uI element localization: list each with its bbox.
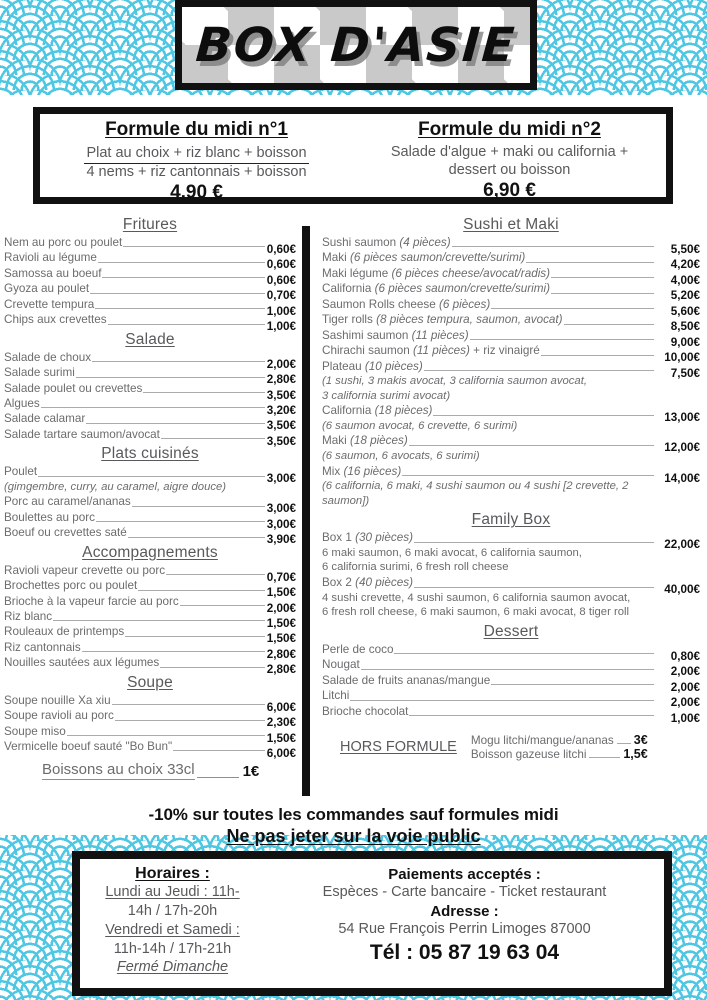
- menu-item-price: 2,80€: [266, 373, 296, 387]
- leader-line: [409, 715, 654, 716]
- menu-item-row: [4, 411, 296, 433]
- menu-item-row: [4, 563, 296, 584]
- promo-notice: Ne pas jeter sur la voie public: [226, 826, 481, 846]
- leader-line: [541, 355, 654, 356]
- menu-item-name: Salade de choux: [4, 350, 92, 364]
- menu-item-price: 3,90€: [266, 533, 296, 547]
- menu-item-name: Litchi: [322, 689, 350, 703]
- menu-item-name: Box 1 (30 pièces): [322, 531, 413, 545]
- menu-item-description: saumon]): [322, 494, 370, 507]
- menu-item-row: [4, 235, 296, 256]
- menu-item-name: Soupe ravioli au porc: [4, 709, 114, 723]
- address-title: Adresse :: [430, 902, 499, 920]
- leader-line: [76, 377, 265, 378]
- section-title: Family Box: [471, 511, 551, 529]
- menu-item-price: 3,00€: [266, 517, 296, 531]
- menu-item-row: [4, 266, 296, 287]
- menu-item-price: 3,00€: [266, 502, 296, 516]
- menu-item-row: [322, 297, 700, 318]
- menu-item-note: (6 pièces cheese/avocat/radis): [391, 266, 551, 280]
- closed-day: Fermé Dimanche: [116, 959, 229, 976]
- menu-item-row: [322, 704, 700, 725]
- menu-item-name: California (18 pièces): [322, 404, 433, 418]
- menu-item-row: [471, 733, 648, 747]
- menu-item-description: (1 sushi, 3 makis avocat, 3 california saumon avocat,: [322, 374, 587, 387]
- formula-1: [40, 114, 353, 204]
- menu-item-row: [4, 494, 296, 516]
- menu-item-price: 0,60€: [266, 258, 296, 272]
- menu-item-name: Samossa au boeuf: [4, 266, 102, 280]
- menu-item-price: 6,00€: [266, 747, 296, 761]
- hours-line-1: Lundi au Jeudi : 11h-: [105, 884, 240, 900]
- menu-item-description: 6 california surimi, 6 fresh roll cheese: [322, 561, 509, 574]
- menu-item-price: 5,20€: [670, 289, 700, 303]
- menu-item-description: (6 saumon, 6 avocats, 6 surimi): [322, 449, 480, 462]
- menu-item-row: [4, 365, 296, 387]
- menu-item-note: (11 pièces): [411, 328, 469, 342]
- menu-item-price: 40,00€: [664, 583, 700, 597]
- menu-item-name: Box 2 (40 pièces): [322, 576, 413, 590]
- leader-line: [53, 620, 265, 621]
- leader-line: [173, 750, 265, 751]
- leader-line: [86, 423, 265, 424]
- leader-line: [112, 704, 265, 705]
- leader-line: [123, 246, 265, 247]
- drinks-price: 1€: [242, 763, 260, 781]
- section-title: Accompagnements: [82, 543, 218, 561]
- leader-line: [132, 506, 265, 507]
- menu-item-description: 6 maki saumon, 6 maki avocat, 6 california saumon,: [322, 546, 582, 559]
- leader-line: [424, 370, 654, 371]
- logo-banner: [175, 0, 537, 90]
- menu-item-description: (6 california, 6 maki, 4 sushi saumon ou 4 sushi [2 crevette, 2: [322, 479, 629, 492]
- menu-item-note: (11 pièces): [412, 344, 470, 358]
- leader-line: [96, 521, 265, 522]
- menu-item-row: [471, 747, 648, 761]
- leader-line: [589, 757, 620, 758]
- menu-item-price: 22,00€: [664, 538, 700, 552]
- leader-line: [92, 361, 265, 362]
- menu-item-price: 5,50€: [670, 243, 700, 256]
- leader-line: [470, 339, 654, 340]
- menu-item-price: 1,00€: [670, 711, 700, 725]
- menu-item-price: 5,60€: [670, 304, 700, 318]
- menu-item-name: Riz cantonnais: [4, 640, 81, 654]
- formula-1-title: Formule du midi n°1: [105, 119, 288, 140]
- leader-line: [128, 537, 265, 538]
- menu-item-row: [322, 688, 700, 710]
- leader-line: [95, 308, 264, 309]
- menu-item-row: [4, 350, 296, 371]
- menu-item-name: Boeuf ou crevettes saté: [4, 526, 127, 540]
- leader-line: [361, 669, 654, 670]
- menu-item-name: Ravioli au légume: [4, 251, 97, 265]
- menu-item-name: Mogu litchi/mangue/ananas: [470, 734, 614, 748]
- leader-line: [452, 246, 654, 247]
- hours-line-3: Vendredi et Samedi :: [105, 921, 240, 938]
- menu-item-row: [4, 281, 296, 303]
- menu-item-price: 2,30€: [266, 716, 296, 730]
- menu-item-price: 1,00€: [266, 320, 296, 334]
- hors-formule-block: [322, 733, 700, 761]
- formula-2-option-2: dessert ou boisson: [448, 161, 571, 178]
- menu-item-row: [322, 328, 700, 349]
- menu-item-row: [4, 381, 296, 402]
- menu-item-row: [322, 464, 700, 485]
- menu-item-price: 14,00€: [664, 471, 700, 485]
- menu-item-price: 0,80€: [670, 649, 700, 663]
- leader-line: [394, 653, 654, 654]
- menu-item-row: [322, 312, 700, 334]
- menu-item-price: 1,50€: [266, 586, 296, 600]
- menu-item-name: Saumon Rolls cheese (6 pièces): [322, 297, 491, 311]
- menu-item-row: [4, 464, 296, 486]
- menu-item-row: [322, 642, 700, 663]
- menu-item-note: (18 pièces): [374, 404, 433, 418]
- menu-item-suffix: + riz vinaigré: [469, 344, 540, 358]
- menu-item-row: [322, 575, 700, 597]
- leader-line: [125, 636, 265, 637]
- menu-item-note: (6 pièces saumon/crevette/surimi): [349, 251, 526, 265]
- menu-item-row: [4, 297, 296, 318]
- menu-item-price: 2,80€: [266, 647, 296, 661]
- formula-1-option-2: 4 nems + riz cantonnais + boisson: [86, 163, 307, 180]
- menu-item-description: 6 fresh roll cheese, 6 maki saumon, 6 maki avocat, 8 tiger roll: [322, 606, 630, 619]
- menu-item-name: Boisson gazeuse litchi: [470, 748, 587, 762]
- leader-line: [90, 293, 265, 294]
- leader-line: [433, 415, 654, 416]
- menu-item-row: [322, 433, 700, 455]
- menu-item-price: 13,00€: [664, 411, 700, 425]
- menu-item-row: [4, 724, 296, 745]
- promo-discount: -10% sur toutes les commandes sauf formules midi: [148, 805, 559, 824]
- column-divider: [302, 226, 310, 796]
- menu-item-name: Salade tartare saumon/avocat: [4, 427, 160, 441]
- menu-item-price: 1,50€: [266, 632, 296, 646]
- menu-item-price: 1,50€: [266, 731, 296, 745]
- menu-item-row: [322, 281, 700, 303]
- menu-item-row: [4, 655, 296, 677]
- leader-line: [143, 392, 264, 393]
- menu-item-name: Ravioli vapeur crevette ou porc: [4, 563, 166, 577]
- menu-item-note: (18 pièces): [349, 434, 408, 448]
- leader-line: [180, 605, 265, 606]
- menu-item-name: Salade calamar: [4, 412, 86, 426]
- menu-item-name: Chips aux crevettes: [4, 313, 107, 327]
- menu-item-note: (40 pièces): [355, 576, 413, 590]
- formula-2: [353, 114, 666, 202]
- menu-item-name: Chirachi saumon (11 pièces) + riz vinaigré: [322, 344, 540, 358]
- menu-item-price: 1,50€: [266, 616, 296, 630]
- payments-title: Paiements acceptés :: [388, 866, 541, 883]
- menu-item-price: 1,00€: [266, 304, 296, 318]
- menu-item-price: 2,00€: [266, 601, 296, 615]
- address-text: 54 Rue François Perrin Limoges 87000: [338, 920, 591, 937]
- leader-line: [491, 684, 654, 685]
- menu-item-row: [4, 578, 296, 600]
- hours-line-2: 14h / 17h-20h: [127, 902, 218, 919]
- menu-item-name: Nougat: [322, 658, 360, 672]
- menu-item-price: 2,00€: [670, 665, 700, 679]
- section-title: Sushi et Maki: [463, 216, 559, 233]
- leader-line: [161, 438, 265, 439]
- section-title: Plats cuisinés: [101, 445, 199, 463]
- leader-line: [102, 277, 264, 278]
- phone-number: Tél : 05 87 19 63 04: [369, 940, 560, 964]
- menu-item-name: Brioche à la vapeur farcie au porc: [4, 594, 179, 608]
- leader-line: [414, 587, 654, 588]
- menu-item-name: Brioche chocolat: [322, 704, 409, 718]
- menu-item-price: 3,20€: [266, 403, 296, 417]
- leader-line: [38, 476, 265, 477]
- menu-item-price: 0,70€: [266, 570, 296, 584]
- menu-item-price: 2,00€: [670, 680, 700, 694]
- payments-text: Espèces - Carte bancaire - Ticket restaurant: [322, 884, 607, 900]
- menu-item-price: 0,70€: [266, 289, 296, 303]
- menu-item-price: 2,00€: [266, 357, 296, 371]
- menu-item-row: [322, 250, 700, 272]
- menu-item-name: Salade de fruits ananas/mangue: [322, 673, 491, 687]
- menu-item-name: Rouleaux de printemps: [4, 625, 125, 639]
- menu-item-row: [322, 266, 700, 287]
- menu-item-description: (gimgembre, curry, au caramel, aigre douce): [4, 480, 227, 493]
- menu-item-name: Gyoza au poulet: [4, 282, 90, 296]
- leader-line: [98, 262, 265, 263]
- leader-line: [350, 700, 654, 701]
- leader-line: [551, 293, 654, 294]
- menu-item-row: [4, 708, 296, 730]
- menu-item-price: 0,60€: [266, 273, 296, 287]
- menu-item-note: (8 pièces tempura, saumon, avocat): [376, 313, 563, 327]
- formula-2-title: Formule du midi n°2: [418, 119, 601, 140]
- menu-item-price: 9,00€: [670, 335, 700, 349]
- menu-item-note: (16 pièces): [343, 464, 402, 478]
- menu-item-name: Soupe miso: [4, 724, 66, 738]
- menu-item-row: [322, 359, 700, 380]
- contact-block: [265, 859, 664, 988]
- menu-item-name: Nem au porc ou poulet: [4, 236, 123, 249]
- menu-item-row: [322, 530, 700, 552]
- menu-item-name: Plateau (10 pièces): [322, 359, 423, 373]
- menu-item-row: [4, 594, 296, 615]
- menu-item-row: [4, 525, 296, 547]
- menu-item-price: 3€: [633, 733, 648, 748]
- menu-item-price: 3,50€: [266, 434, 296, 448]
- menu-item-row: [322, 657, 700, 679]
- leader-line: [197, 777, 239, 778]
- leader-line: [41, 407, 265, 408]
- menu-item-note: (6 pièces saumon/crevette/surimi): [374, 282, 551, 296]
- leader-line: [115, 720, 265, 721]
- menu-item-price: 2,80€: [266, 663, 296, 677]
- menu-item-row: [4, 739, 296, 761]
- menu-item-row: [4, 624, 296, 646]
- menu-item-row: [4, 510, 296, 531]
- menu-item-note: (4 pièces): [399, 236, 451, 249]
- leader-line: [491, 308, 654, 309]
- menu-item-name: Vermicelle boeuf sauté "Bo Bun": [4, 740, 173, 754]
- menu-item-note: (30 pièces): [355, 531, 413, 545]
- formula-1-price: 4,90 €: [170, 182, 223, 204]
- formula-2-option-1: Salade d'algue + maki ou california +: [390, 144, 629, 160]
- menu-column-left: [4, 213, 296, 780]
- menu-item-row: [4, 250, 296, 272]
- drinks-label: Boissons au choix 33cl: [42, 761, 195, 779]
- leader-line: [414, 542, 654, 543]
- menu-item-price: 6,00€: [266, 700, 296, 714]
- menu-item-row: [4, 427, 296, 448]
- hors-formule-items: [471, 733, 648, 761]
- menu-item-price: 8,50€: [670, 320, 700, 334]
- leader-line: [526, 262, 654, 263]
- menu-item-name: Soupe nouille Xa xiu: [4, 693, 111, 707]
- menu-item-price: 3,50€: [266, 388, 296, 402]
- leader-line: [82, 651, 265, 652]
- menu-item-name: Maki (18 pièces): [322, 434, 408, 448]
- menu-item-name: Riz blanc: [4, 609, 53, 623]
- hors-formule-title: HORS FORMULE: [340, 739, 457, 756]
- promo-block: [0, 805, 707, 847]
- formula-1-option-1: Plat au choix + riz blanc + boisson: [84, 145, 308, 164]
- menu-item-price: 3,00€: [266, 472, 296, 486]
- menu-item-name: Algues: [4, 396, 40, 410]
- menu-item-price: 3,50€: [266, 419, 296, 433]
- section-title: Dessert: [483, 622, 539, 640]
- leader-line: [564, 324, 654, 325]
- leader-line: [617, 743, 631, 744]
- menu-item-price: 4,20€: [670, 258, 700, 272]
- menu-item-row: [322, 403, 700, 425]
- menu-item-description: (6 saumon avocat, 6 crevette, 6 surimi): [322, 419, 518, 432]
- menu-item-name: Boulettes au porc: [4, 510, 95, 524]
- drinks-row: [42, 761, 296, 780]
- hours-line-4: 11h-14h / 17h-21h: [113, 940, 232, 957]
- menu-item-price: 7,50€: [670, 366, 700, 380]
- section-title: Fritures: [122, 216, 178, 233]
- menu-item-row: [4, 640, 296, 661]
- menu-item-name: Sushi saumon (4 pièces): [322, 236, 451, 249]
- hours-block: [80, 859, 265, 988]
- menu-item-name: Tiger rolls (8 pièces tempura, saumon, avocat): [322, 313, 563, 327]
- menu-item-price: 10,00€: [664, 351, 700, 365]
- lunch-formulas-box: [33, 107, 673, 204]
- leader-line: [108, 324, 265, 325]
- menu-item-note: (10 pièces): [364, 359, 423, 373]
- menu-item-row: [4, 609, 296, 630]
- restaurant-name: BOX D'ASIE: [194, 17, 518, 73]
- hours-title: Horaires :: [135, 865, 210, 882]
- menu-item-name: Brochettes porc ou poulet: [4, 579, 138, 593]
- menu-item-row: [322, 673, 700, 694]
- menu-item-price: 12,00€: [664, 441, 700, 455]
- menu-item-row: [4, 312, 296, 334]
- menu-item-name: Porc au caramel/ananas: [4, 495, 131, 509]
- leader-line: [166, 574, 265, 575]
- menu-item-price: 4,00€: [670, 273, 700, 287]
- leader-line: [138, 590, 265, 591]
- leader-line: [409, 445, 654, 446]
- menu-item-name: California (6 pièces saumon/crevette/surimi): [322, 282, 551, 296]
- menu-item-name: Salade surimi: [4, 366, 75, 380]
- menu-item-name: Maki (6 pièces saumon/crevette/surimi): [322, 251, 526, 265]
- menu-column-right: [322, 213, 700, 761]
- menu-item-name: Crevette tempura: [4, 297, 95, 311]
- leader-line: [160, 667, 264, 668]
- formula-2-price: 6,90 €: [483, 180, 536, 202]
- menu-item-row: [4, 396, 296, 417]
- menu-item-name: Mix (16 pièces): [322, 464, 402, 478]
- section-title: Soupe: [127, 673, 173, 691]
- menu-item-name: Salade poulet ou crevettes: [4, 381, 143, 395]
- menu-item-price: 1,5€: [623, 747, 648, 762]
- menu-item-price: 2,00€: [670, 696, 700, 710]
- leader-line: [402, 475, 654, 476]
- menu-item-note: (6 pièces): [438, 297, 491, 311]
- menu-item-row: [322, 235, 700, 256]
- menu-item-name: Poulet: [4, 465, 38, 479]
- menu-item-name: Maki légume (6 pièces cheese/avocat/radis): [322, 266, 551, 280]
- leader-line: [551, 277, 654, 278]
- menu-item-description: 4 sushi crevette, 4 sushi saumon, 6 california saumon avocat,: [322, 591, 631, 604]
- menu-item-name: Perle de coco: [322, 642, 394, 656]
- leader-line: [67, 735, 265, 736]
- menu-item-row: [4, 693, 296, 714]
- menu-item-price: 0,60€: [266, 243, 296, 256]
- menu-item-row: [322, 343, 700, 365]
- menu-item-name: Nouilles sautées aux légumes: [4, 656, 160, 670]
- section-title: Salade: [125, 330, 175, 348]
- menu-item-description: 3 california surimi avocat): [322, 389, 451, 402]
- footer-info-box: [72, 851, 672, 996]
- menu-item-name: Sashimi saumon (11 pièces): [322, 328, 469, 342]
